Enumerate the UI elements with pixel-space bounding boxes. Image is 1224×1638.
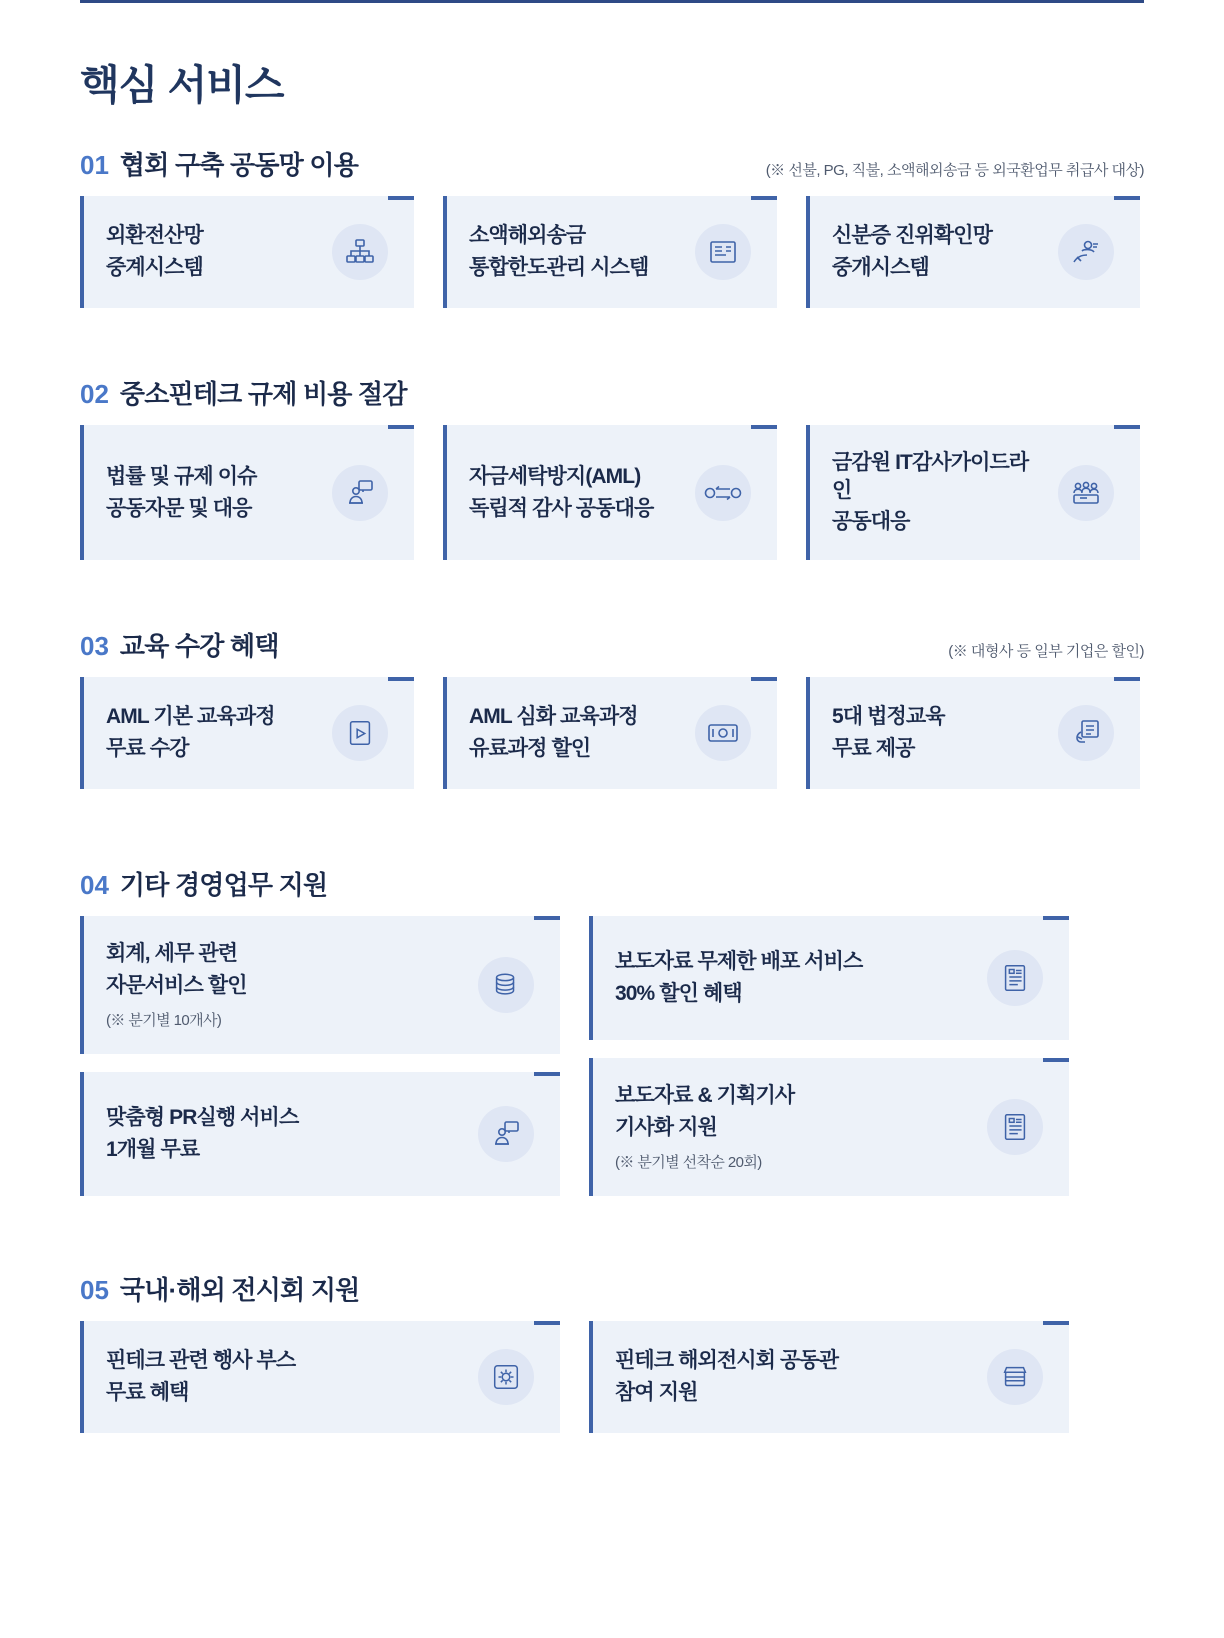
card-note: (※ 분기별 선착순 20회) (615, 1153, 762, 1171)
card-note: (※ 분기별 10개사) (106, 1011, 222, 1029)
card-line-1: 5대 법정교육 (832, 705, 945, 729)
service-card[interactable] (589, 916, 1069, 1040)
card-line-2: 1개월 무료 (106, 1137, 200, 1161)
card-line-2: 공동자문 및 대응 (106, 496, 252, 520)
lecture-board-icon (1058, 705, 1114, 761)
section-04-column-right (589, 916, 1069, 1195)
card-line-1: 회계, 세무 관련 (106, 942, 238, 966)
section-05-title: 국내·해외 전시회 지원 (119, 1274, 360, 1305)
card-line-2: 무료 제공 (832, 737, 915, 761)
section-03 (80, 626, 1144, 789)
section-02-cards (80, 425, 1144, 560)
service-card[interactable] (443, 196, 777, 308)
card-line-2: 30% 할인 혜택 (615, 982, 742, 1006)
coins-stack-icon (478, 957, 534, 1013)
card-line-2: 통합한도관리 시스템 (469, 256, 649, 279)
section-05 (80, 1270, 1144, 1433)
section-03-number: 03 (80, 631, 109, 662)
press-release-icon (987, 950, 1043, 1006)
document-form-icon (695, 224, 751, 280)
card-line-1: 금감원 IT감사가이드라인 (832, 451, 1029, 502)
card-line-1: 보도자료 무제한 배포 서비스 (615, 950, 863, 974)
card-line-2: 기사화 지원 (615, 1115, 717, 1139)
service-card[interactable] (80, 1072, 560, 1196)
card-line-2: 독립적 감사 공동대응 (469, 496, 654, 520)
section-01-number: 01 (80, 150, 109, 180)
section-05-number: 05 (80, 1274, 109, 1305)
section-02 (80, 374, 1144, 560)
service-card[interactable] (443, 425, 777, 560)
card-line-2: 무료 수강 (106, 737, 189, 761)
card-line-1: 법률 및 규제 이슈 (106, 464, 257, 488)
service-card[interactable] (80, 916, 560, 1053)
section-04-cards (80, 916, 1144, 1195)
meeting-people-icon (1058, 465, 1114, 521)
section-04-title: 기타 경영업무 지원 (119, 870, 328, 901)
money-exchange-icon (695, 465, 751, 521)
video-play-icon (332, 705, 388, 761)
card-line-1: 소액해외송금 (469, 224, 586, 248)
consult-speech-icon (332, 465, 388, 521)
card-line-1: 외환전산망 (106, 224, 203, 248)
section-01 (80, 145, 1144, 308)
card-line-2: 무료 혜택 (106, 1380, 189, 1404)
card-line-1: 자금세탁방지(AML) (469, 464, 641, 488)
card-line-1: AML 심화 교육과정 (469, 705, 638, 729)
section-05-header (80, 1270, 1144, 1307)
top-divider (80, 0, 1144, 3)
service-card[interactable] (806, 425, 1140, 560)
card-line-2: 공동대응 (832, 510, 910, 534)
section-02-title: 중소핀테크 규제 비용 절감 (119, 379, 407, 409)
pr-speech-icon (478, 1106, 534, 1162)
card-line-1: 보도자료 & 기획기사 (615, 1084, 795, 1108)
service-card[interactable] (80, 677, 414, 789)
id-verify-icon (1058, 224, 1114, 280)
section-03-title: 교육 수강 혜택 (119, 631, 279, 662)
card-line-1: 핀테크 해외전시회 공동관 (615, 1348, 839, 1372)
press-article-icon (987, 1099, 1043, 1155)
card-line-1: AML 기본 교육과정 (106, 705, 275, 729)
booth-icon (987, 1349, 1043, 1405)
service-card[interactable] (589, 1321, 1069, 1433)
card-line-1: 맞춤형 PR실행 서비스 (106, 1105, 299, 1129)
service-card[interactable] (80, 425, 414, 560)
service-card[interactable] (589, 1058, 1069, 1195)
service-card[interactable] (80, 196, 414, 308)
service-card[interactable] (806, 196, 1140, 308)
service-card[interactable] (443, 677, 777, 789)
network-icon (332, 224, 388, 280)
banknote-icon (695, 705, 751, 761)
section-03-cards (80, 677, 1144, 789)
section-04 (80, 865, 1144, 1195)
page-title: 핵심 서비스 (80, 62, 284, 108)
service-card[interactable] (80, 1321, 560, 1433)
card-line-2: 중계시스템 (106, 256, 203, 279)
section-03-header (80, 626, 1144, 663)
service-card[interactable] (806, 677, 1140, 789)
card-line-2: 참여 지원 (615, 1380, 698, 1404)
section-01-note: (※ 선불, PG, 직불, 소액해외송금 등 외국환업무 취급사 대상) (765, 162, 1144, 179)
section-02-number: 02 (80, 379, 109, 409)
section-05-cards (80, 1321, 1144, 1433)
card-line-2: 자문서비스 할인 (106, 973, 247, 997)
card-line-1: 핀테크 관련 행사 부스 (106, 1348, 296, 1372)
section-01-title: 협회 구축 공동망 이용 (119, 150, 359, 180)
section-01-header (80, 145, 1144, 182)
section-01-cards (80, 196, 1144, 308)
gear-settings-icon (478, 1349, 534, 1405)
card-line-2: 유료과정 할인 (469, 737, 591, 761)
section-04-column-left (80, 916, 560, 1195)
section-03-note: (※ 대형사 등 일부 기업은 할인) (948, 643, 1144, 661)
section-04-number: 04 (80, 870, 109, 901)
section-04-header (80, 865, 1144, 902)
card-line-1: 신분증 진위확인망 (832, 224, 993, 248)
card-line-2: 중개시스템 (832, 256, 929, 279)
section-02-header (80, 374, 1144, 411)
